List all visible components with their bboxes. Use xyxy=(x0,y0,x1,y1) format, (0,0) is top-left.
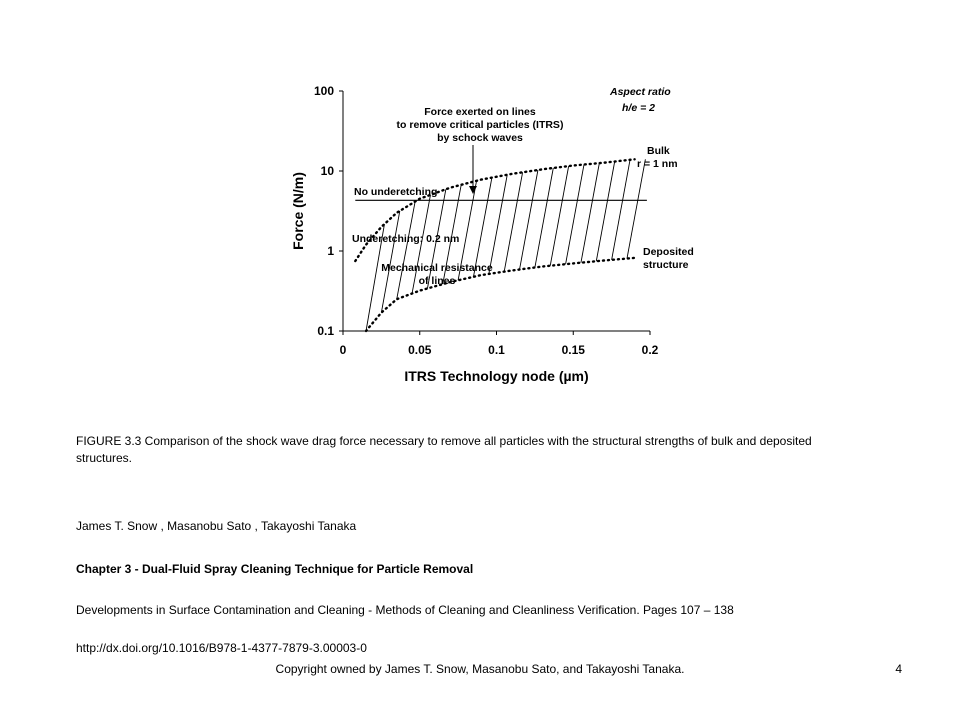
bulk-label: Bulk xyxy=(647,145,670,157)
x-tick-label: 0.1 xyxy=(488,343,505,357)
book-title: Developments in Surface Contamination and Cleaning - Methods of Cleaning and Cleanliness Verification. Pages 107 – 138 xyxy=(76,603,734,617)
hatch-line xyxy=(550,166,568,266)
hatch-line xyxy=(612,160,630,260)
hatch-line xyxy=(627,159,645,258)
series-line-bulk-r-1-nm xyxy=(355,159,634,261)
y-tick-label: 100 xyxy=(313,84,334,98)
aspect-ratio-value: h/e = 2 xyxy=(622,102,655,114)
hatch-line xyxy=(566,165,584,265)
force-annotation-line: Force exerted on lines xyxy=(424,106,536,118)
hatch-line xyxy=(581,163,599,263)
y-tick-label: 0.1 xyxy=(317,324,334,338)
hatch-line xyxy=(504,172,522,271)
chapter-title: Chapter 3 - Dual-Fluid Spray Cleaning Technique for Particle Removal xyxy=(76,562,474,576)
hatch-line xyxy=(535,168,553,268)
deposited-structure-label: Deposited xyxy=(643,246,694,258)
no-underetching-label: No underetching xyxy=(354,186,438,198)
force-annotation-line: by schock waves xyxy=(437,132,523,144)
x-axis-label: ITRS Technology node (µm) xyxy=(404,368,589,384)
mechanical-resistance-label: Mechanical resistance xyxy=(381,262,493,274)
force-annotation-line: to remove critical particles (ITRS) xyxy=(396,119,564,131)
y-axis-label: Force (N/m) xyxy=(290,172,306,250)
copyright-notice: Copyright owned by James T. Snow, Masanobu Sato, and Takayoshi Tanaka. xyxy=(275,662,685,676)
x-tick-label: 0.15 xyxy=(561,343,585,357)
y-tick-label: 1 xyxy=(327,244,334,258)
deposited-structure-label: structure xyxy=(643,259,689,271)
aspect-ratio-title: Aspect ratio xyxy=(610,86,671,98)
y-tick-label: 10 xyxy=(320,164,334,178)
bulk-label: r = 1 nm xyxy=(637,158,678,170)
mechanical-resistance-label: of lines xyxy=(418,275,456,287)
page-number: 4 xyxy=(895,662,902,676)
force-arrow-head xyxy=(469,186,477,194)
authors: James T. Snow , Masanobu Sato , Takayoshi Tanaka xyxy=(76,519,357,533)
figure-caption: FIGURE 3.3 Comparison of the shock wave drag force necessary to remove all particles with the structural strengths of bulk and deposited structures. xyxy=(76,434,812,465)
doi-link[interactable]: http://dx.doi.org/10.1016/B978-1-4377-7879-3.00003-0 xyxy=(76,641,367,655)
hatch-line xyxy=(520,170,538,270)
hatch-line xyxy=(397,202,415,300)
x-tick-label: 0.05 xyxy=(408,343,432,357)
x-tick-label: 0 xyxy=(339,343,347,357)
hatch-line xyxy=(489,175,507,274)
underetching-label: Underetching: 0.2 nm xyxy=(352,233,460,245)
x-tick-label: 0.2 xyxy=(641,343,659,357)
hatch-line xyxy=(596,162,614,262)
